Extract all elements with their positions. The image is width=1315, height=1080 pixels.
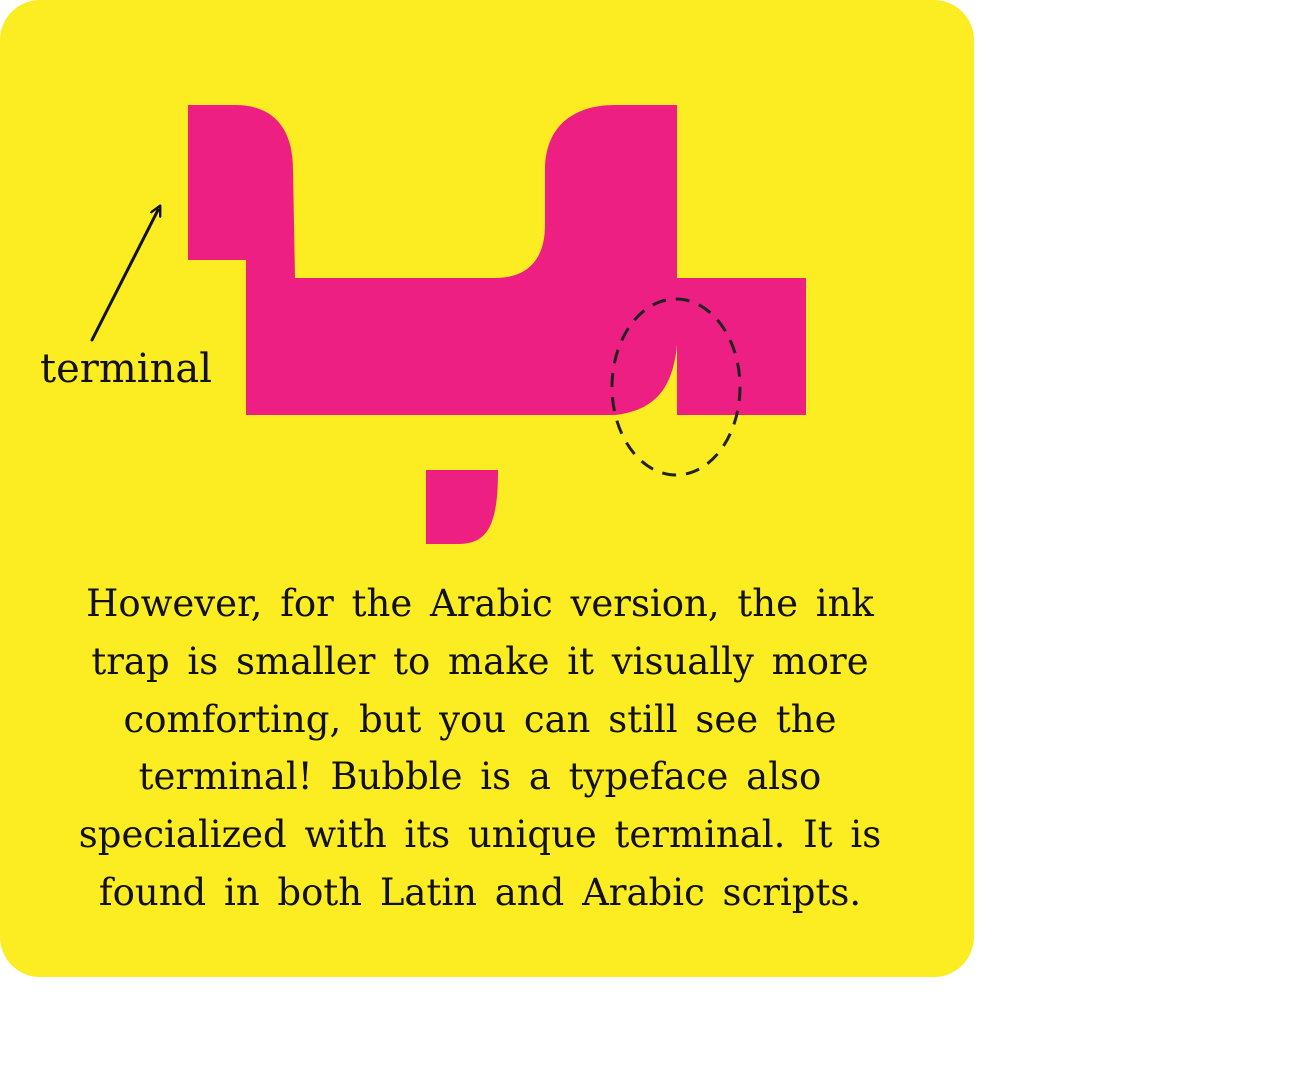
callout-arrow	[92, 210, 158, 340]
caption-text: However, for the Arabic version, the ink trap is smaller to make it visually more comforting, but you can still see the terminal! Bubble is a typeface also specialized with its unique terminal. It is found in both Latin and Arabic scripts.	[78, 582, 882, 914]
arabic-glyph-illustration	[0, 0, 974, 560]
terminal-label: terminal	[40, 346, 212, 392]
glyph-dot	[426, 470, 498, 544]
glyph-shape	[188, 105, 806, 415]
